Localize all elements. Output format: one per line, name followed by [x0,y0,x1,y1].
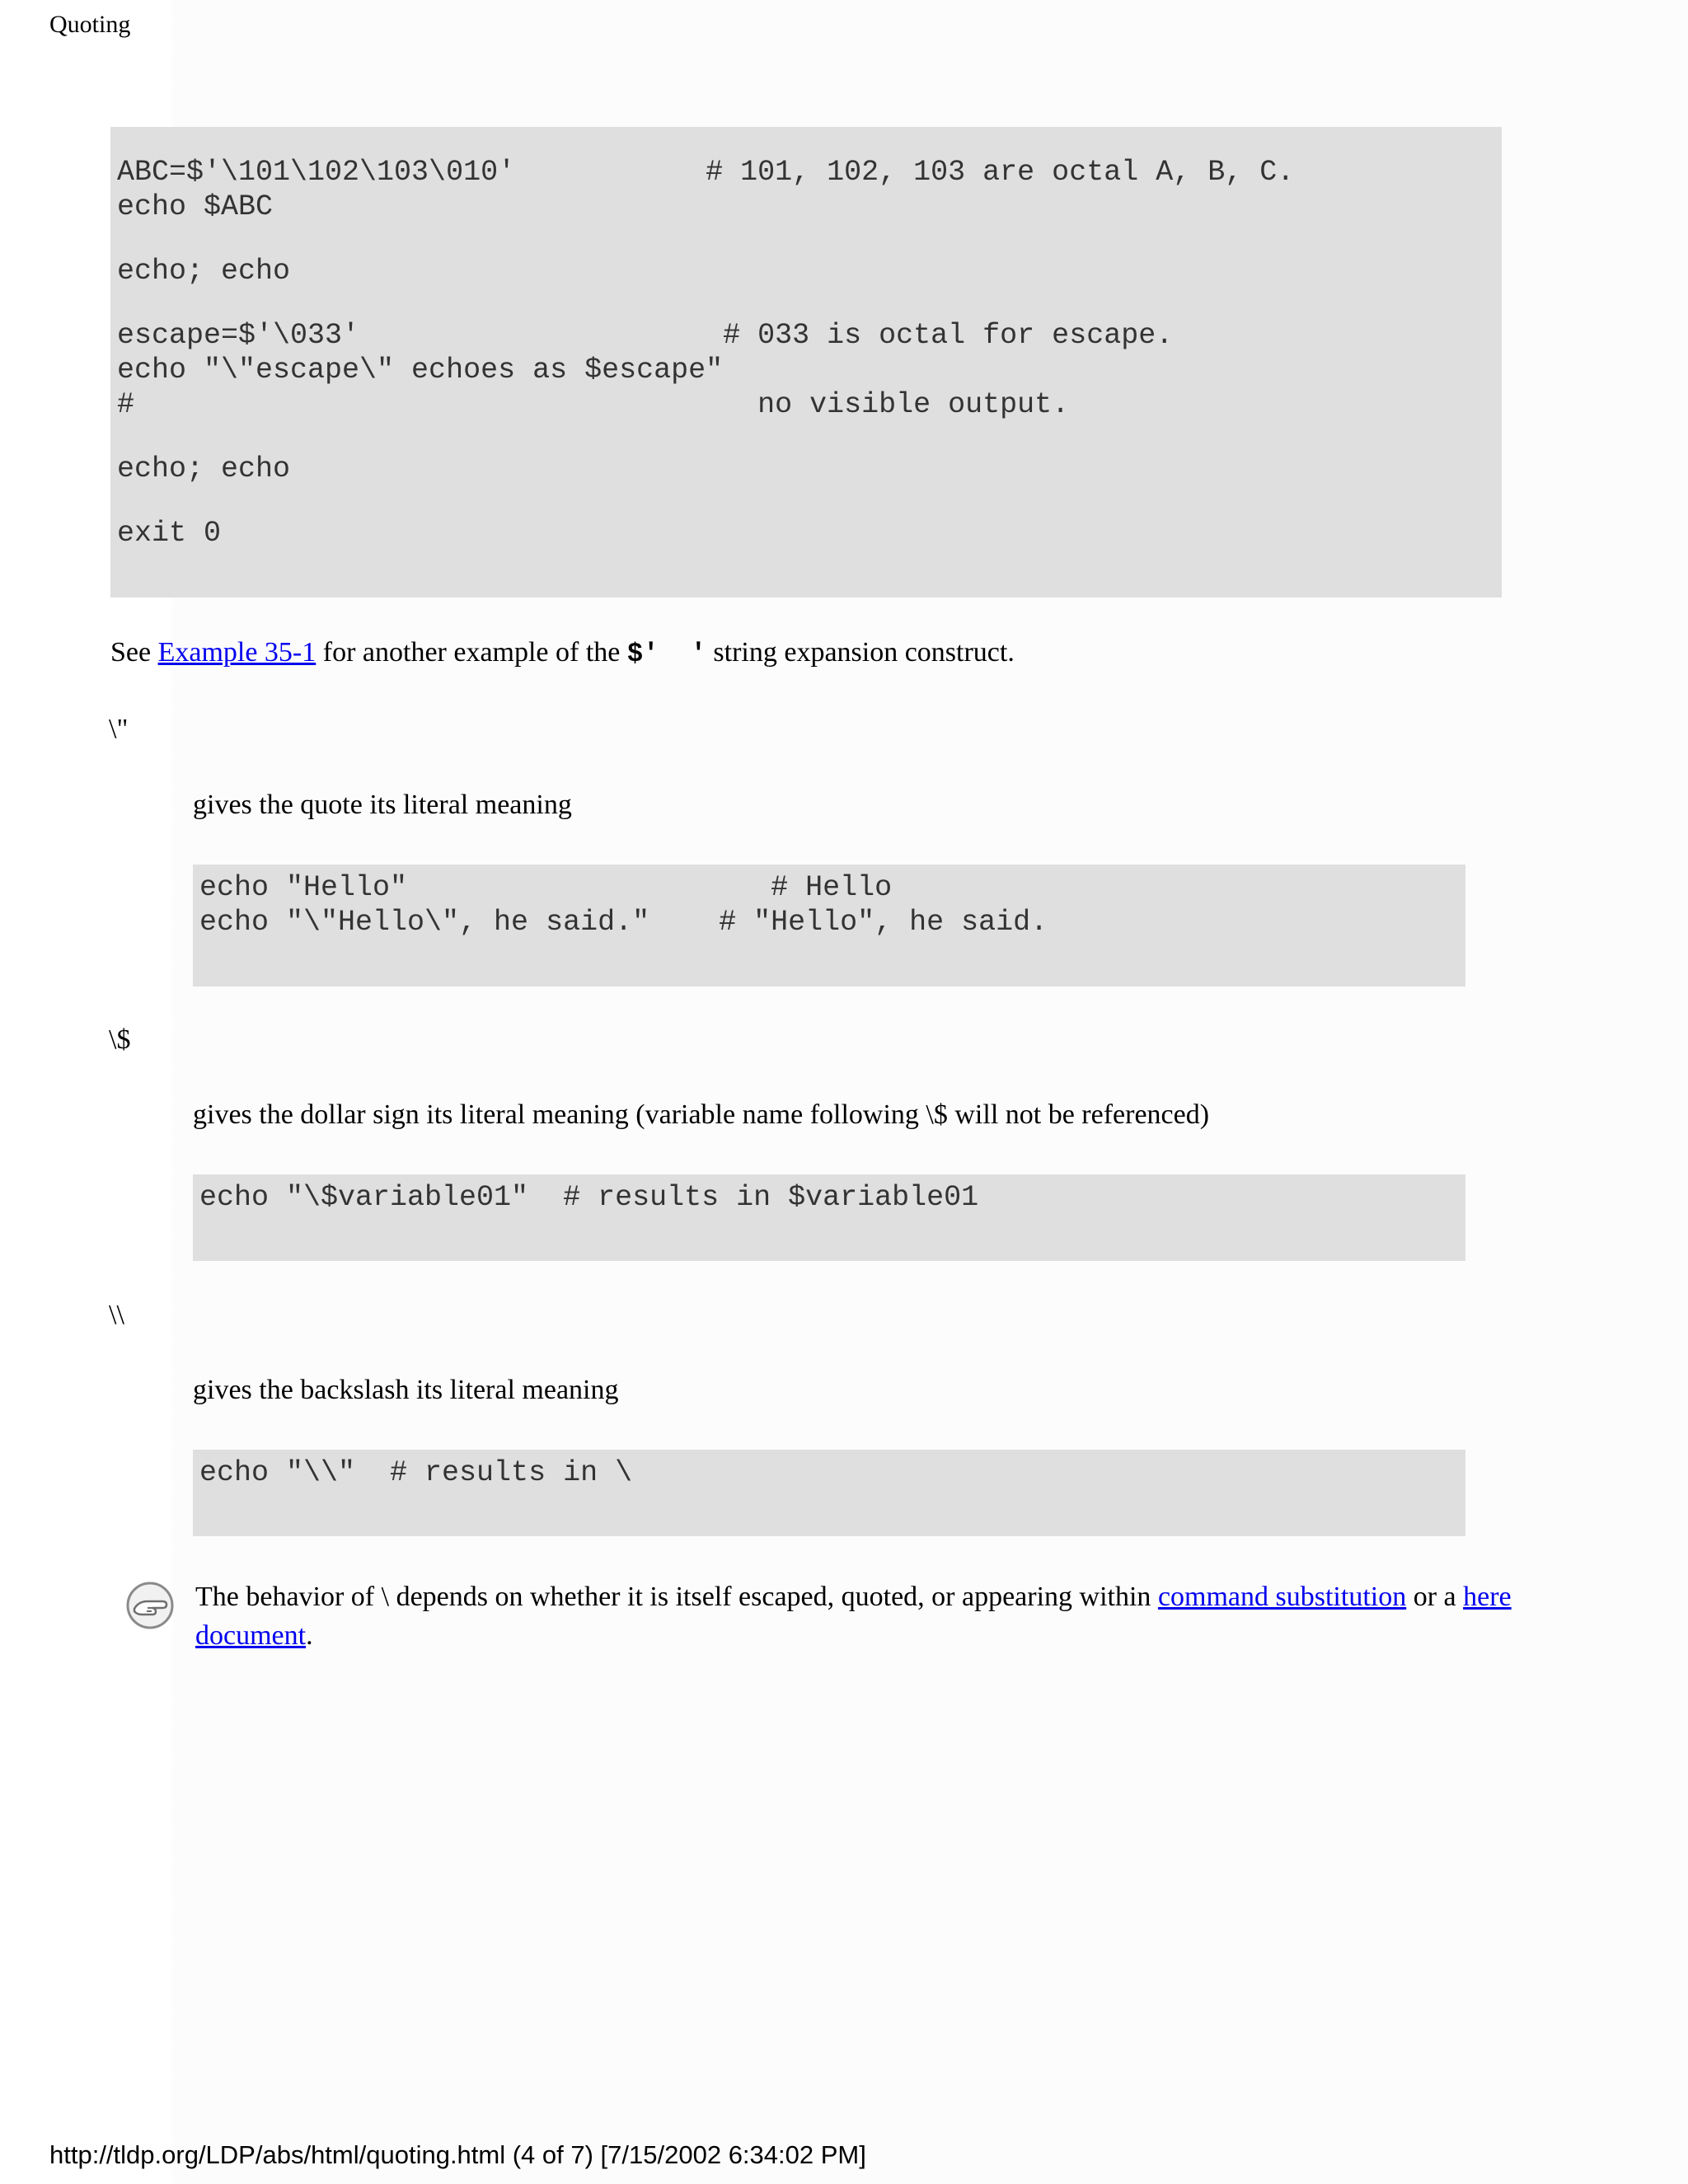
code-line: echo "\\" # results in \ [199,1456,633,1489]
term-escaped-backslash: \\ [109,1300,124,1330]
code-line: echo "\$variable01" # results in $variable01 [199,1181,979,1214]
inline-code-dollar-quote: $' ' [626,639,706,669]
command-substitution-link[interactable]: command substitution [1157,1582,1407,1612]
code-block-backslash [193,1450,1465,1536]
code-block-dollar [193,1174,1465,1261]
code-line: ABC=$'\101\102\103\010' # 101, 102, 103 are octal A, B, C. [117,156,1295,189]
code-line: echo "\"Hello\", he said." # "Hello", he said. [199,906,1048,939]
code-line: echo; echo [117,255,291,288]
code-line: echo "Hello" # Hello [199,871,893,904]
here-document-link-continued[interactable]: document [195,1620,307,1651]
note-text-line-2 [195,1617,313,1655]
note-pointing-hand-icon [125,1581,175,1630]
note-text: . [306,1620,313,1651]
term-escaped-quote: \" [109,714,129,744]
here-document-link[interactable]: here [1463,1582,1512,1612]
see-prefix: See [110,637,158,668]
see-example-paragraph [110,634,1015,673]
code-line: escape=$'\033' # 033 is octal for escape. [117,319,1174,352]
code-block-main [110,127,1502,598]
term-description: gives the backslash its literal meaning [193,1375,619,1405]
note-text: or a [1406,1582,1464,1612]
code-line: exit 0 [117,517,222,550]
code-line: echo; echo [117,452,291,485]
term-description: gives the quote its literal meaning [193,790,572,820]
code-line: echo $ABC [117,190,274,223]
code-line: echo "\"escape\" echoes as $escape" [117,354,724,387]
term-escaped-dollar: \$ [109,1024,131,1055]
see-middle: for another example of the [316,637,627,668]
term-description: gives the dollar sign its literal meaning (variable name following \$ will not be referenced) [193,1099,1210,1130]
note-text-line-1 [195,1578,1512,1616]
code-block-quote [193,865,1465,987]
page-footer-url: http://tldp.org/LDP/abs/html/quoting.html (4 of 7) [7/15/2002 6:34:02 PM] [49,2140,866,2169]
see-suffix: string expansion construct. [706,637,1015,668]
code-line: # no visible output. [117,388,1070,421]
note-text: The behavior of \ depends on whether it is itself escaped, quoted, or appearing within [195,1582,1158,1612]
example-35-1-link[interactable]: Example 35-1 [157,637,316,668]
page-title: Quoting [49,11,131,38]
